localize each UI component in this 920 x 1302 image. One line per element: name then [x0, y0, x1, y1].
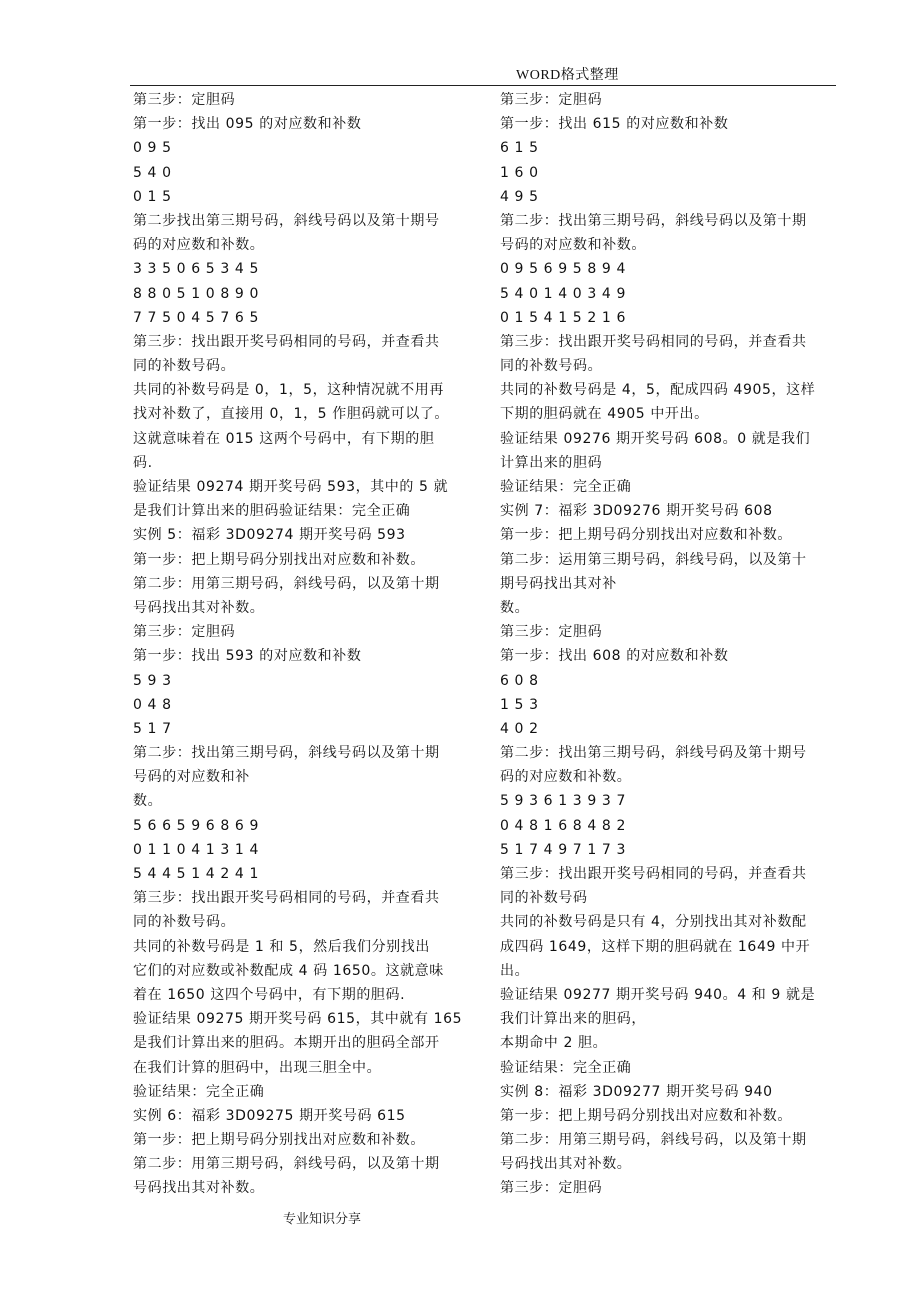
text-line: 码.: [133, 454, 153, 471]
text-line: 共同的补数号码是 1 和 5，然后我们分别找出: [133, 938, 430, 955]
text-line: 着在 1650 这四个号码中，有下期的胆码.: [133, 986, 406, 1003]
text-line: 共同的补数号码是 4，5，配成四码 4905，这样: [500, 382, 816, 399]
text-line: 数。: [133, 793, 163, 810]
text-line: 第三步：找出跟开奖号码相同的号码，并查看共: [133, 333, 440, 350]
text-line: 号码找出其对补数。: [133, 599, 265, 616]
text-line: 第一步：把上期号码分别找出对应数和补数。: [500, 527, 792, 544]
text-line: 第一步：把上期号码分别找出对应数和补数。: [133, 1132, 425, 1149]
header-rule: [130, 85, 836, 86]
text-line: 号码的对应数和补数。: [500, 237, 646, 254]
text-line: 第三步：定胆码: [133, 92, 236, 108]
text-line: 共同的补数号码是 0，1，5，这种情况就不用再: [133, 382, 444, 399]
text-line: 验证结果 09275 期开奖号码 615，其中就有 165: [133, 1011, 463, 1028]
text-line: 1 5 3: [500, 696, 539, 713]
page-footer: 专业知识分享: [283, 1212, 362, 1227]
text-line: 实例 8：福彩 3D09277 期开奖号码 940: [500, 1083, 773, 1100]
text-line: 7 7 5 0 4 5 7 6 5: [133, 309, 259, 326]
text-line: 在我们计算的胆码中，出现三胆全中。: [133, 1059, 382, 1076]
text-line: 验证结果：完全正确: [500, 479, 632, 495]
text-line: 5 9 3 6 1 3 9 3 7: [500, 793, 626, 810]
text-line: 第二步：用第三期号码，斜线号码，以及第十期: [133, 575, 440, 592]
text-line: 4 9 5: [500, 188, 539, 205]
text-line: 第一步：找出 608 的对应数和补数: [500, 648, 729, 665]
text-line: 0 9 5 6 9 5 8 9 4: [500, 261, 626, 278]
text-line: 第一步：把上期号码分别找出对应数和补数。: [133, 551, 425, 568]
text-line: 同的补数号码: [500, 890, 588, 907]
text-line: 第三步：找出跟开奖号码相同的号码，并查看共: [500, 333, 807, 350]
text-line: 第一步：把上期号码分别找出对应数和补数。: [500, 1107, 792, 1124]
text-line: 6 0 8: [500, 672, 539, 689]
text-line: 5 4 4 5 1 4 2 4 1: [133, 866, 259, 882]
text-line: 第三步：定胆码: [500, 1180, 603, 1197]
text-line: 0 4 8: [133, 696, 172, 713]
text-line: 第三步：定胆码: [500, 624, 603, 641]
text-line: 第三步：定胆码: [500, 92, 603, 108]
header-title: WORD格式整理: [516, 68, 619, 83]
text-line: 数。: [500, 599, 530, 616]
text-line: 5 4 0 1 4 0 3 4 9: [500, 285, 626, 302]
text-line: 1 6 0: [500, 164, 539, 181]
text-line: 这就意味着在 015 这两个号码中，有下期的胆: [133, 430, 435, 447]
text-line: 验证结果：完全正确: [500, 1059, 632, 1076]
text-line: 第二步：用第三期号码，斜线号码，以及第十期: [133, 1156, 440, 1173]
text-line: 计算出来的胆码: [500, 454, 603, 471]
text-line: 实例 5：福彩 3D09274 期开奖号码 593: [133, 527, 406, 544]
text-line: 找对补数了，直接用 0，1，5 作胆码就可以了。: [133, 406, 450, 423]
text-line: 3 3 5 0 6 5 3 4 5: [133, 261, 259, 278]
text-line: 号码找出其对补数。: [500, 1156, 632, 1173]
text-line: 5 6 6 5 9 6 8 6 9: [133, 817, 259, 834]
text-line: 同的补数号码。: [500, 358, 603, 375]
text-line: 0 4 8 1 6 8 4 8 2: [500, 817, 626, 834]
text-line: 出。: [500, 962, 530, 979]
text-line: 它们的对应数或补数配成 4 码 1650。这就意味: [133, 962, 444, 979]
text-line: 码的对应数和补数。: [133, 237, 265, 254]
text-line: 验证结果 09274 期开奖号码 593，其中的 5 就: [133, 479, 449, 495]
text-line: 第二步：找出第三期号码，斜线号码及第十期号: [500, 745, 807, 762]
text-line: 下期的胆码就在 4905 中开出。: [500, 406, 709, 423]
text-line: 6 1 5: [500, 140, 539, 157]
text-line: 0 1 5 4 1 5 2 1 6: [500, 309, 626, 326]
text-line: 成四码 1649，这样下期的胆码就在 1649 中开: [500, 938, 811, 955]
left-column: [133, 88, 478, 1201]
text-line: 同的补数号码。: [133, 358, 236, 375]
text-line: 第二步：运用第三期号码，斜线号码，以及第十: [500, 551, 807, 568]
text-line: 第二步：用第三期号码，斜线号码，以及第十期: [500, 1132, 807, 1149]
text-line: 5 9 3: [133, 672, 172, 689]
text-line: 第一步：找出 615 的对应数和补数: [500, 116, 729, 133]
text-line: 第二步：找出第三期号码，斜线号码以及第十期: [133, 745, 440, 762]
text-line: 期号码找出其对补: [500, 575, 617, 592]
text-line: 验证结果：完全正确: [133, 1083, 265, 1100]
text-line: 实例 6：福彩 3D09275 期开奖号码 615: [133, 1107, 406, 1124]
text-line: 第三步：找出跟开奖号码相同的号码，并查看共: [500, 866, 807, 882]
text-line: 验证结果 09276 期开奖号码 608。0 就是我们: [500, 430, 811, 447]
text-line: 我们计算出来的胆码，: [500, 1011, 646, 1028]
right-column: [500, 88, 845, 1201]
text-line: 是我们计算出来的胆码。本期开出的胆码全部开: [133, 1035, 440, 1052]
text-line: 是我们计算出来的胆码验证结果：完全正确: [133, 503, 411, 520]
text-line: 第一步：找出 095 的对应数和补数: [133, 116, 362, 133]
text-line: 0 1 1 0 4 1 3 1 4: [133, 841, 259, 858]
text-line: 第三步：定胆码: [133, 624, 236, 641]
text-line: 号码找出其对补数。: [133, 1180, 265, 1197]
text-line: 第二步：找出第三期号码，斜线号码以及第十期: [500, 212, 807, 229]
text-line: 第一步：找出 593 的对应数和补数: [133, 648, 362, 665]
text-line: 码的对应数和补数。: [500, 769, 632, 786]
text-line: 0 1 5: [133, 188, 172, 205]
text-line: 4 0 2: [500, 720, 539, 737]
text-line: 共同的补数号码是只有 4，分别找出其对补数配: [500, 914, 807, 931]
text-line: 实例 7：福彩 3D09276 期开奖号码 608: [500, 503, 773, 520]
text-line: 第三步：找出跟开奖号码相同的号码，并查看共: [133, 890, 440, 907]
text-line: 5 1 7: [133, 720, 172, 737]
text-line: 0 9 5: [133, 140, 172, 157]
text-line: 本期命中 2 胆。: [500, 1035, 608, 1052]
text-line: 同的补数号码。: [133, 914, 236, 931]
text-line: 号码的对应数和补: [133, 769, 250, 786]
text-line: 5 1 7 4 9 7 1 7 3: [500, 841, 626, 858]
text-line: 验证结果 09277 期开奖号码 940。4 和 9 就是: [500, 986, 816, 1003]
text-line: 8 8 0 5 1 0 8 9 0: [133, 285, 259, 302]
text-line: 第二步找出第三期号码，斜线号码以及第十期号: [133, 212, 440, 229]
text-line: 5 4 0: [133, 164, 172, 181]
